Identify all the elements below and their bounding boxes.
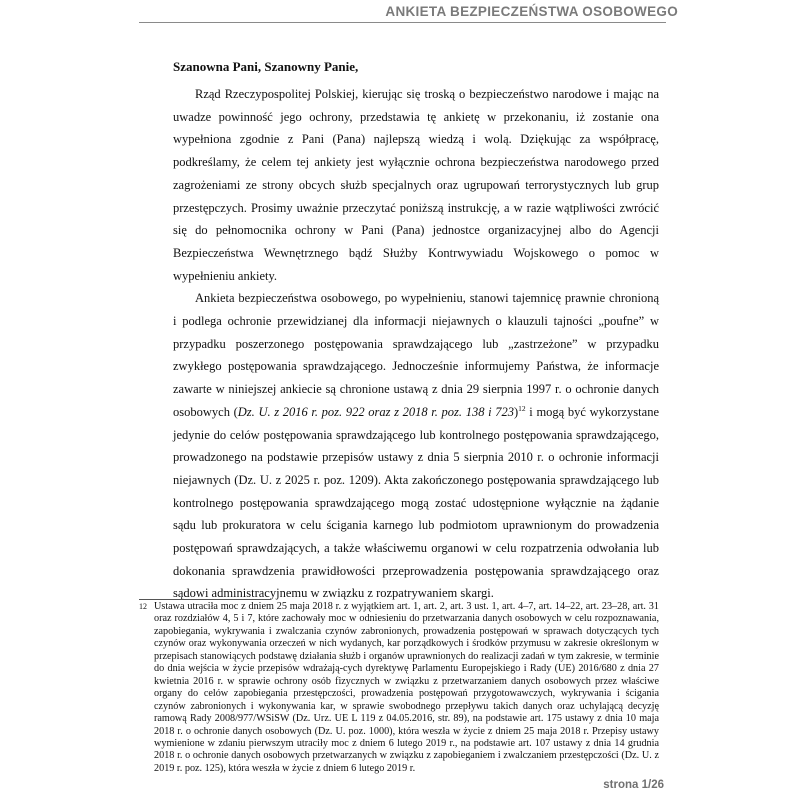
paragraph-text: ) (513, 404, 519, 419)
footnote (139, 601, 659, 775)
legal-citation: Dz. U. z 2016 r. poz. 922 oraz z 2018 r. poz. 138 i 723 (237, 404, 514, 419)
footnote-number: 12 (139, 602, 147, 611)
paragraph-intro: Rząd Rzeczypospolitej Polskiej, kierując się troską o bezpieczeństwo narodowe i mając na uwadze powinność jego ochrony, przedstawia tę ankietę w przekonaniu, iż zostanie ona wypełniona zgodnie z Pani (Pana) najlepszą wiedzą i wolą. Dziękując za współpracę, podkreślamy, że celem tej ankiety jest wyłącznie ochrona bezpieczeństwa narodowego przed zagrożeniami ze strony obcych służb specjalnych oraz ugrupowań terrorystycznych lub grup przestępczych. Prosimy uważnie przeczytać poniższą instrukcję, a w razie wątpliwości zwrócić się do pełnomocnika ochrony w Pani (Pana) jednostce organizacyjnej albo do Agencji Bezpieczeństwa Wewnętrznego bądź Służby Kontrwywiadu Wojskowego o pomoc w wypełnieniu ankiety. (173, 87, 659, 283)
footnote-text: Ustawa utraciła moc z dniem 25 maja 2018 r. z wyjątkiem art. 1, art. 2, art. 3 ust. 1, art. 4–7, art. 14–22, art. 23–28, art. 31 oraz rozdziałów 4, 5 i 7, które zachowały moc w odniesieniu do przetwarzania danych osobowych w celu rozpoznawania, zapobiegania, wykrywania i zwalczania czynów zabronionych, prowadzenia postępowań w sprawach dotyczących tych czynów oraz wykonywania orzeczeń w nich wydanych, kar porządkowych i środków przymusu w zakresie określonym w przepisach stanowiących podstawę działania służb i organów uprawnionych do realizacji zadań w tym zakresie, w terminie do dnia wejścia w życie przepisów wdrażają-cych dyrektywę Parlamentu Europejskiego i Rady (UE) 2016/680 z dnia 27 kwietnia 2016 r. w sprawie ochrony osób fizycznych w związku z przetwarzaniem danych osobowych przez właściwe organy do celów zapobiegania przestępczości, prowadzenia postępowań przygotowawczych, wykrywania i ścigania czynów zabronionych i wykonywania kar, w sprawie swobodnego przepływu takich danych oraz uchylającą decyzję ramową Rady 2008/977/WSiSW (Dz. Urz. UE L 119 z 04.05.2016, str. 89), na podstawie art. 175 ustawy z dnia 10 maja 2018 r. o ochronie danych osobowych (Dz. U. poz. 1000), która weszła w życie z dniem 25 maja 2018 r. Przepisy ustawy wymienione w zdaniu pierwszym utraciły moc z dniem 6 lutego 2019 r., na podstawie art. 107 ustawy z dnia 14 grudnia 2018 r. o ochronie danych osobowych przetwarzanych w związku z zapobieganiem i zwalczaniem przestępczości (Dz. U. z 2019 r. poz. 125), która weszła w życie z dniem 6 lutego 2019 r. (154, 601, 659, 774)
header-divider (139, 22, 666, 23)
paragraph-text: i mogą być wykorzystane jedynie do celów postępowania sprawdzającego lub kontrolnego postępowania sprawdzającego, prowadzonego na podstawie przepisów ustawy z dnia 5 sierpnia 2010 r. o ochronie informacji niejawnych (Dz. U. z 2025 r. poz. 1209). Akta zakończonego postępowania sprawdzającego lub kontrolnego postępowania sprawdzającego mogą zostać udostępnione wyłącznie na żądanie sądu lub prokuratora w celu ścigania karnego lub podmiotom uprawnionym do prowadzenia postępowań sprawdzających, a także właściwemu organowi w celu rozpatrzenia odwołania lub dokonania sprawdzenia prawidłowości przeprowadzenia postępowania sprawdzającego oraz sądowi administracyjnemu w związku z rozpatrywaniem skargi. (173, 404, 659, 601)
document-title: ANKIETA BEZPIECZEŃSTWA OSOBOWEGO (385, 4, 678, 19)
document-body (173, 57, 659, 605)
paragraph-confidentiality (173, 287, 659, 605)
footnote-divider (139, 599, 271, 600)
page-number: strona 1/26 (603, 779, 664, 791)
paragraph-text: Ankieta bezpieczeństwa osobowego, po wypełnieniu, stanowi tajemnicę prawnie chronioną i podlega ochronie przewidzianej dla informacji niejawnych o klauzuli tajności „poufne” w przypadku poszerzonego postępowania sprawdzającego lub „zastrzeżone” w przypadku zwykłego postępowania sprawdzającego. Jednocześnie informujemy Państwa, że informacje zawarte w niniejszej ankiecie są chronione ustawą z dnia 29 sierpnia 1997 r. o ochronie danych osobowych ( (173, 291, 659, 419)
salutation: Szanowna Pani, Szanowny Panie, (173, 59, 359, 74)
footnote-reference[interactable]: 12 (518, 403, 526, 413)
